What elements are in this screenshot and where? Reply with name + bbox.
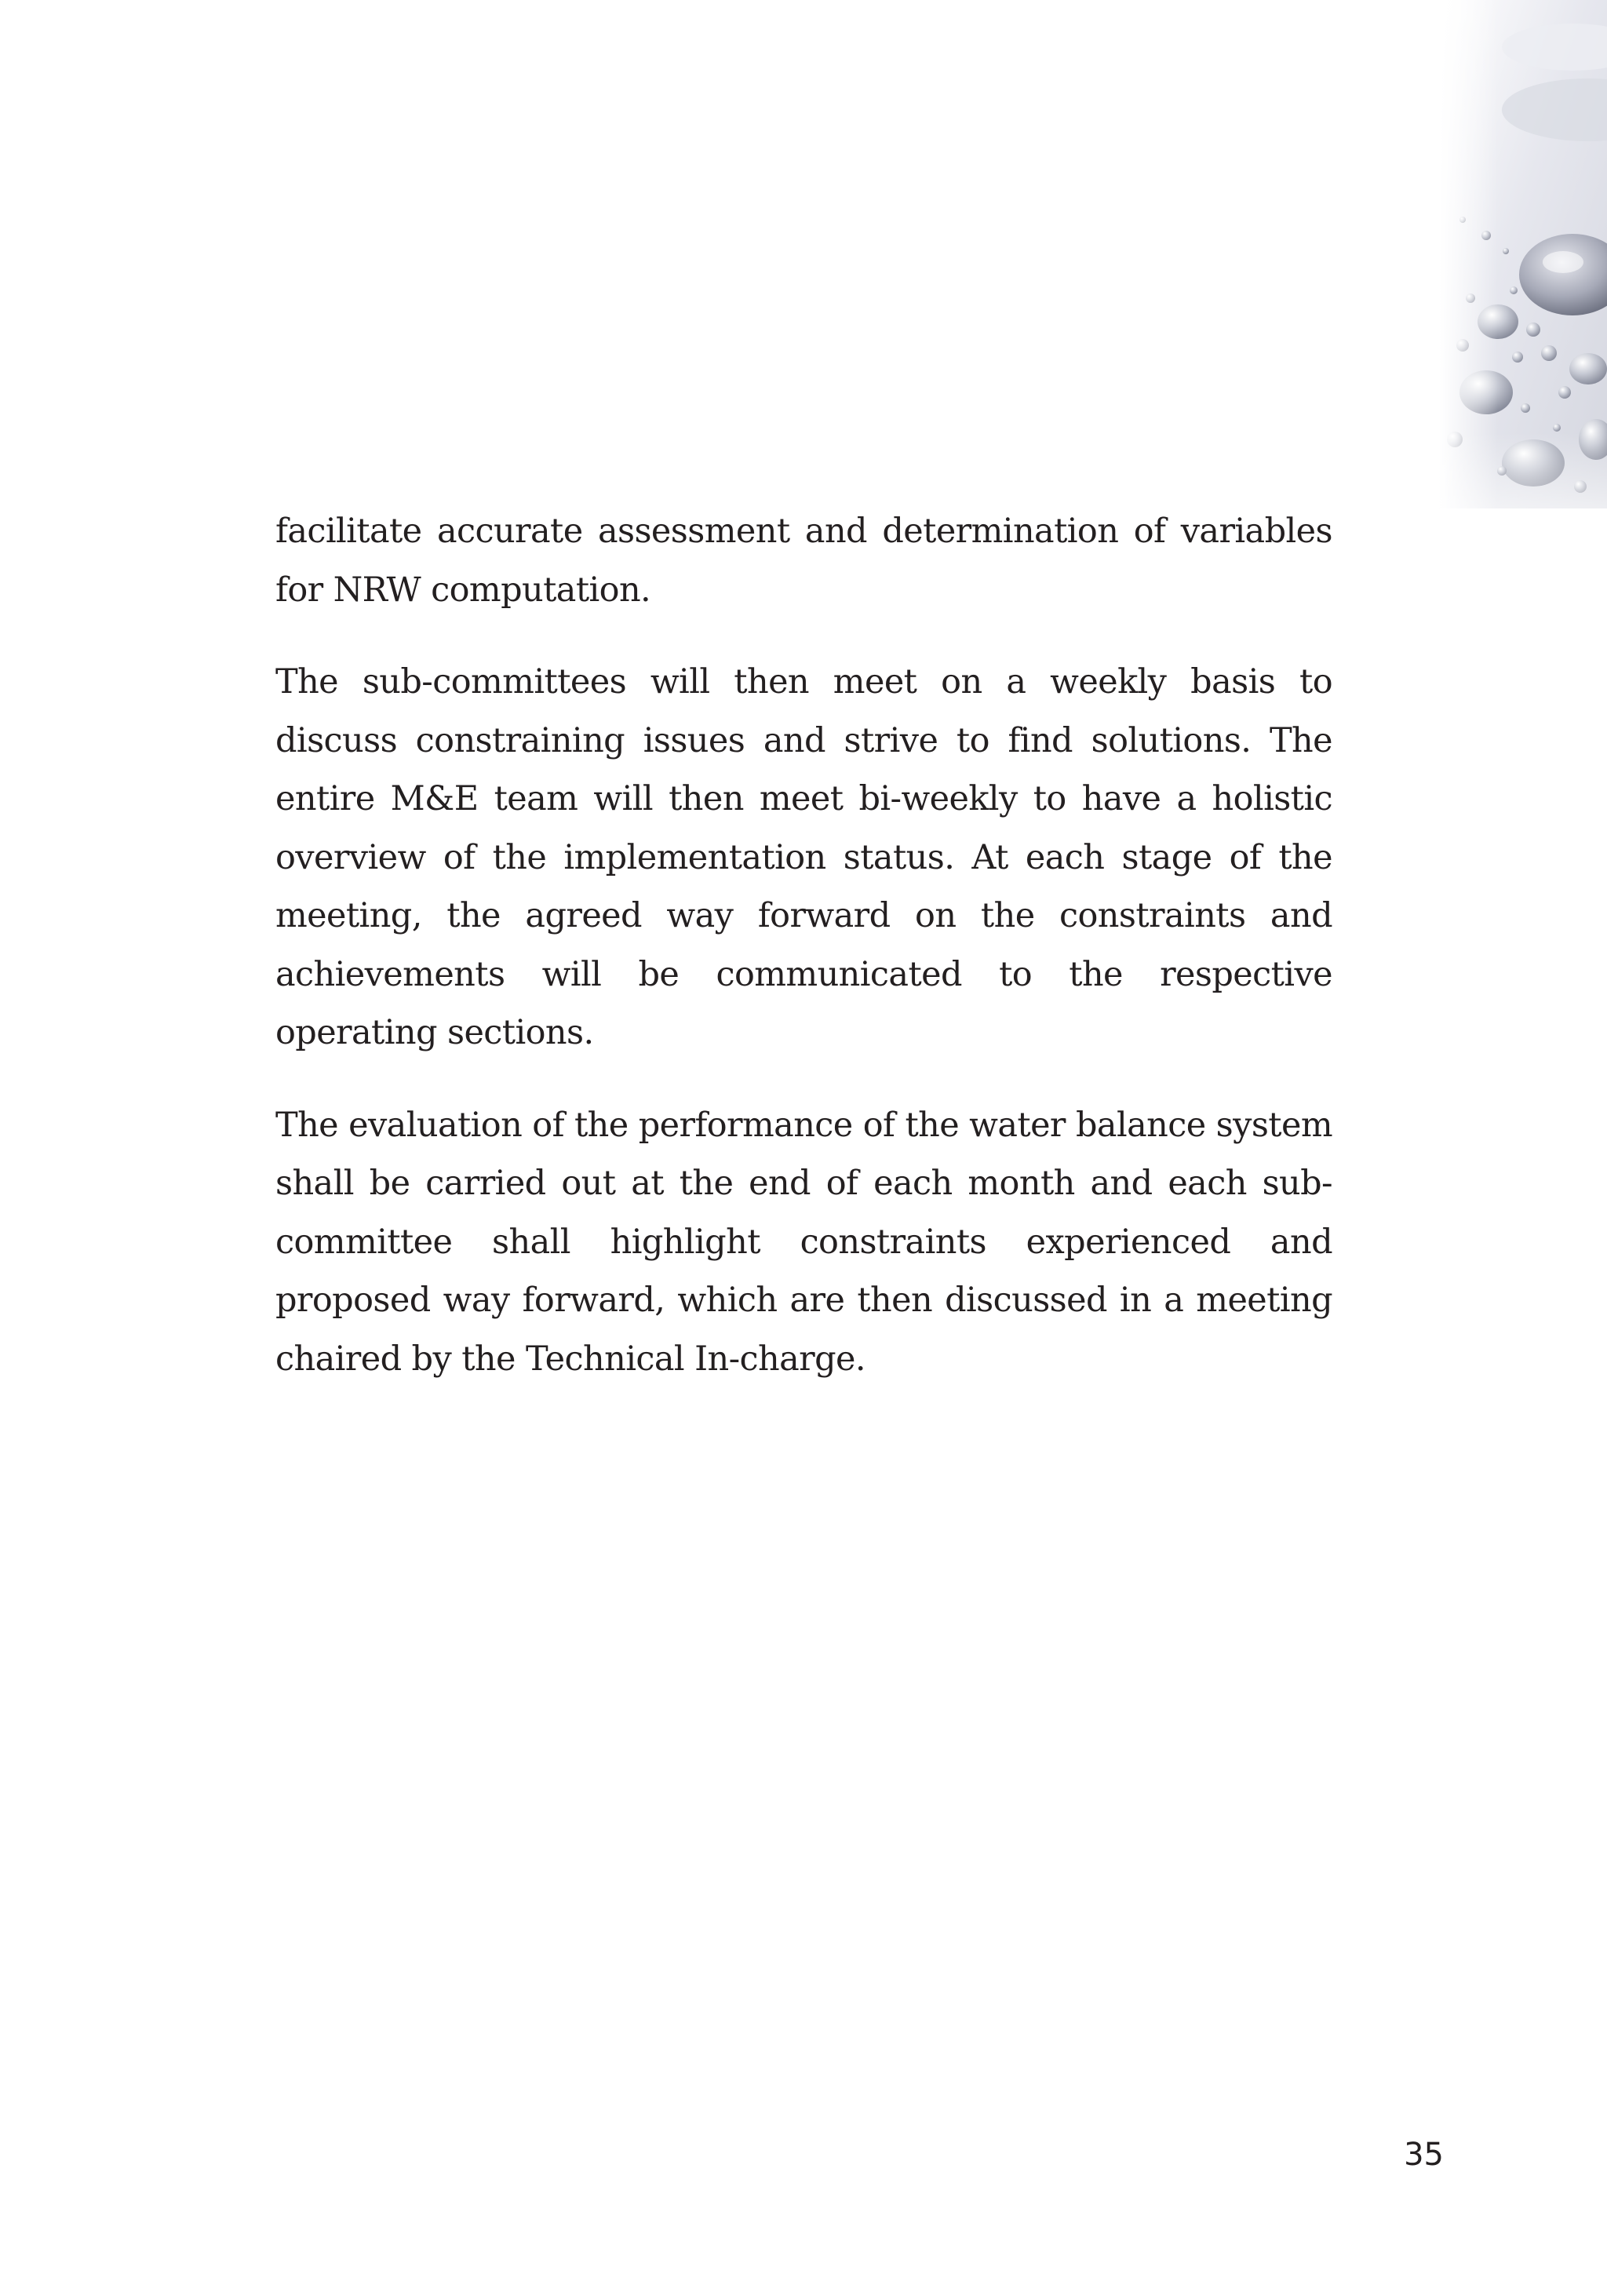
paragraph-3: The evaluation of the performance of the water balance system shall be carried out at the end of each month and each sub-committee shall highlight constraints experienced and proposed way forward, which are then discussed in a meeting chaired by the Technical In-charge.: [275, 1105, 1332, 1379]
page-number: 35: [1404, 2137, 1444, 2173]
water-droplets-decoration: [1439, 0, 1607, 508]
body-text: [275, 502, 1332, 1422]
paragraph-1: facilitate accurate assessment and determination of variables for NRW computation.: [275, 512, 1332, 610]
paragraph-2: The sub-committees will then meet on a weekly basis to discuss constraining issues and strive to find solutions. The entire M&E team will then meet bi-weekly to have a holistic overview of the implementation status. At each stage of the meeting, the agreed way forward on the constraints and achievements will be communicated to the respective operating sections.: [275, 662, 1332, 1052]
